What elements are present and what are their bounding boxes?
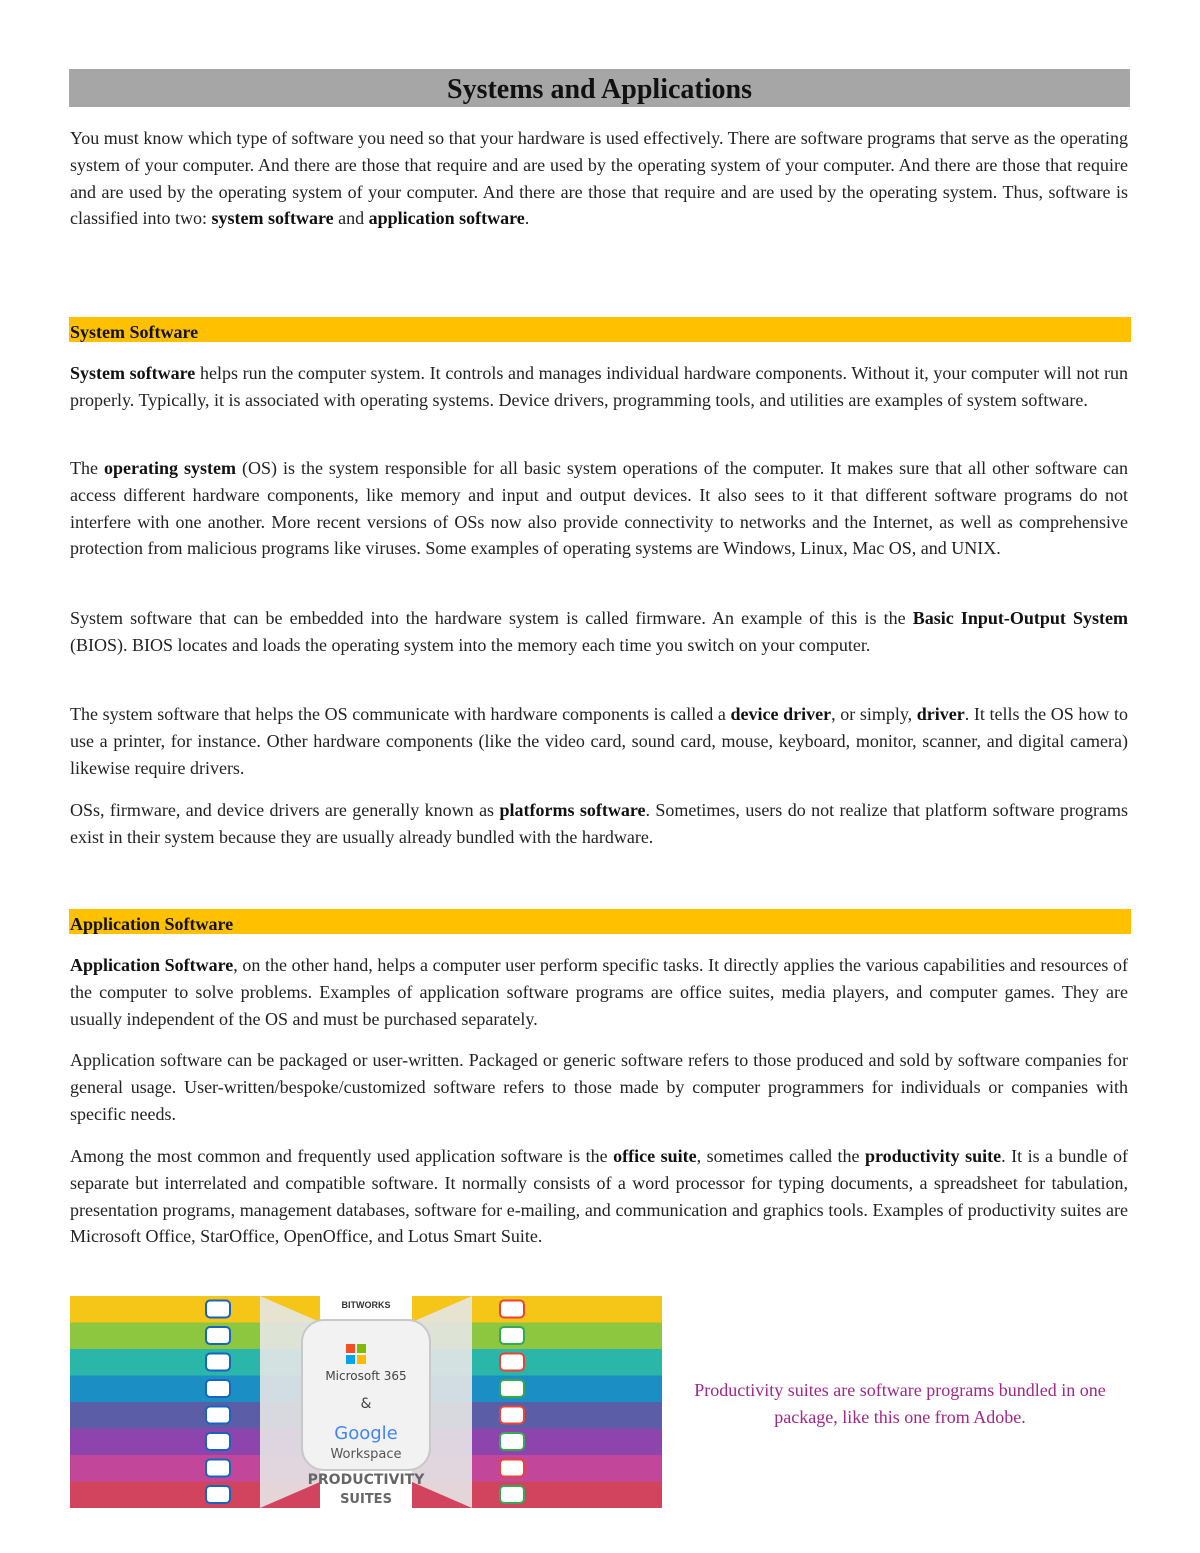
paragraph-text: , on the other hand, helps a computer user perform specific tasks. It directly applies the various capabilities and resources of the computer to solve problems. Examples of application software programs are office suites, media players, and computer games. They are usually independent of the OS and must be purchased separately. bbox=[70, 955, 1128, 1029]
system-paragraph-1 bbox=[70, 360, 1128, 414]
term-driver: driver bbox=[916, 704, 965, 724]
onenote-icon bbox=[206, 1460, 230, 1477]
keep-icon bbox=[500, 1380, 524, 1397]
teams-icon bbox=[206, 1433, 230, 1450]
term-system-software: System software bbox=[70, 363, 196, 383]
paragraph-text: . Sometimes, users do not realize that platform software programs exist in their system because they are usually already bundled with the hardware. bbox=[70, 800, 1128, 847]
chat-icon bbox=[500, 1433, 524, 1450]
term-operating-system: operating system bbox=[103, 458, 236, 478]
onedrive-icon bbox=[206, 1407, 230, 1424]
paragraph-text: (BIOS). BIOS locates and loads the operating system into the memory each time you switch on your computer. bbox=[70, 634, 871, 655]
paragraph-text: (OS) is the system responsible for all basic system operations of the computer. It makes sure that all other software can access different hardware components, like memory and input and output devices. It also sees to it that different software programs do not interfere with one another. More recent versions of OSs now also provide connectivity to networks and the Internet, as well as comprehensive protection from malicious programs like viruses. Some examples of operating systems are Windows, Linux, Mac OS, and UNIX. bbox=[70, 458, 1129, 559]
meet-icon bbox=[500, 1407, 524, 1424]
workspace-label: Workspace bbox=[330, 1447, 402, 1462]
paragraph-text: System software that can be embedded into the hardware system is called firmware. An example of this is the bbox=[70, 608, 913, 628]
calendar-icon bbox=[500, 1460, 524, 1477]
powerautomate-icon bbox=[206, 1354, 230, 1371]
section-heading-system-software: System Software bbox=[69, 317, 1131, 342]
microsoft-365-label: Microsoft 365 bbox=[325, 1369, 407, 1383]
productivity-label: PRODUCTIVITY bbox=[307, 1472, 425, 1488]
productivity-suites-graphic bbox=[70, 1296, 662, 1508]
intro-paragraph bbox=[70, 125, 1128, 232]
paragraph-text: Among the most common and frequently used application software is the bbox=[70, 1146, 614, 1166]
term-bios: Basic Input-Output System bbox=[912, 608, 1129, 628]
term-office-suite: office suite bbox=[613, 1146, 697, 1166]
system-paragraph-4 bbox=[70, 701, 1128, 781]
brand-label: BITWORKS bbox=[341, 1300, 391, 1310]
powerpoint-icon bbox=[206, 1486, 230, 1503]
system-paragraph-5 bbox=[70, 797, 1128, 851]
system-paragraph-2 bbox=[70, 455, 1128, 562]
paragraph-text: . It is a bundle of separate but interrelated and compatible software. It normally consists of a word processor for typing documents, a spreadsheet for tabulation, presentation programs, management databases, software for e-mailing, and communication and graphics tools. Examples of productivity suites are Microsoft Office, StarOffice, OpenOffice, and Lotus Smart Suite. bbox=[70, 1146, 1128, 1247]
paragraph-text: The system software that helps the OS communicate with hardware components is called a bbox=[70, 704, 731, 724]
section-heading-application-software: Application Software bbox=[69, 909, 1131, 934]
application-paragraph-1 bbox=[70, 952, 1128, 1032]
term-system-software: system software bbox=[211, 208, 334, 229]
intro-text: and bbox=[333, 208, 369, 229]
paragraph-text: helps run the computer system. It controls and manages individual hardware components. Without it, your computer will not run properly. Typically, it is associated with operating systems. Device drivers, programming tools, and utilities are examples of system software. bbox=[70, 363, 1128, 410]
google-label: Google bbox=[334, 1423, 398, 1444]
term-productivity-suite: productivity suite bbox=[864, 1146, 1002, 1166]
excel-icon bbox=[206, 1327, 230, 1344]
word-icon bbox=[206, 1380, 230, 1397]
term-platforms-software: platforms software bbox=[499, 800, 646, 820]
suites-label: SUITES bbox=[340, 1492, 392, 1507]
paragraph-text: The bbox=[70, 458, 104, 478]
paragraph-text: . It tells the OS how to use a printer, for instance. Other hardware components (like the video card, sound card, mouse, keyboard, monitor, scanner, and digital camera) likewise require drivers. bbox=[70, 704, 1128, 778]
drive-icon bbox=[500, 1354, 524, 1371]
term-device-driver: device driver bbox=[730, 704, 832, 724]
intro-text: You must know which type of software you need so that your hardware is used effectively. There are software programs that serve as the operating system of your computer. And there are those that require and are used by the operating system of your computer. And there are those that require and are used by the operating system of your computer. And there are those that require and are used by the operating system. Thus, software is classified into two: bbox=[70, 128, 1128, 229]
paragraph-text: OSs, firmware, and device drivers are generally known as bbox=[70, 800, 500, 820]
application-paragraph-2 bbox=[70, 1047, 1128, 1127]
page-title: Systems and Applications bbox=[69, 69, 1130, 107]
outlook-icon bbox=[206, 1301, 230, 1318]
gmail-icon bbox=[500, 1301, 524, 1318]
application-paragraph-3 bbox=[70, 1143, 1128, 1250]
paragraph-text: , sometimes called the bbox=[696, 1146, 865, 1166]
paragraph-text: , or simply, bbox=[831, 704, 917, 724]
slides-icon bbox=[500, 1327, 524, 1344]
intro-text: . bbox=[524, 208, 530, 229]
image-caption: Productivity suites are software programs bundled in one package, like this one from Adobe. bbox=[694, 1380, 1106, 1427]
term-application-software: Application Software bbox=[70, 955, 234, 975]
ampersand-label: & bbox=[360, 1396, 372, 1412]
system-paragraph-3 bbox=[70, 605, 1128, 659]
term-application-software: application software bbox=[368, 208, 525, 229]
paragraph-text: Application software can be packaged or user-written. Packaged or generic software refers to those produced and sold by software companies for general usage. User-written/bespoke/customized software refers to those made by computer programmers for individuals or companies with specific needs. bbox=[70, 1050, 1128, 1124]
phone-icon bbox=[500, 1486, 524, 1503]
